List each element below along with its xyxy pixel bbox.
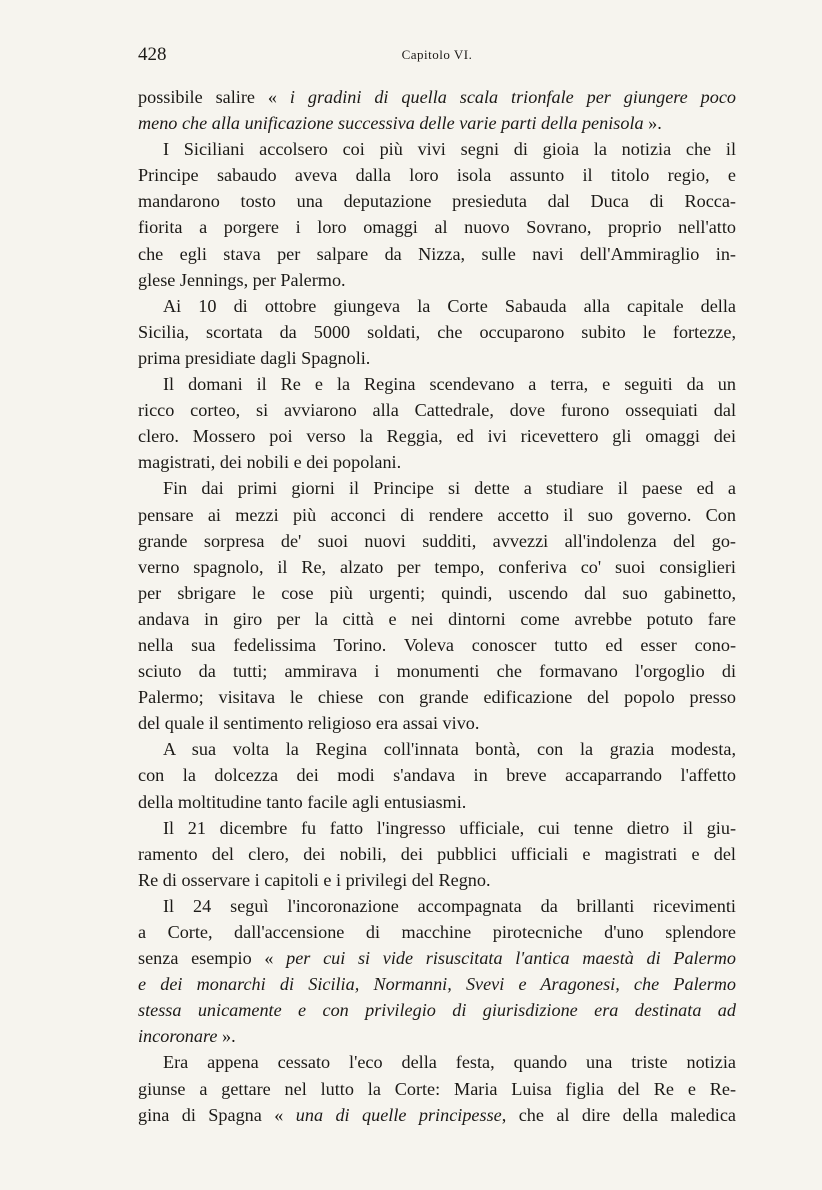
italic-quote: stessa unicamente e con privilegio di giurisdizione era destinata ad — [138, 1000, 736, 1021]
text-line — [138, 475, 736, 501]
text-run: del quale il sentimento religioso era assai vivo. — [138, 713, 480, 734]
text-line — [138, 606, 736, 632]
text-line — [138, 136, 736, 162]
text-run: sciuto da tutti; ammirava i monumenti che formavano l'orgoglio di — [138, 661, 736, 682]
text-run: mandarono tosto una deputazione presieduta dal Duca di Rocca- — [138, 191, 736, 212]
text-line — [138, 658, 736, 684]
text-run: ». — [643, 113, 662, 134]
text-line — [138, 971, 736, 997]
text-run: Principe sabaudo aveva dalla loro isola assunto il titolo regio, e — [138, 165, 736, 186]
text-run: prima presidiate dagli Spagnoli. — [138, 347, 371, 368]
text-line — [138, 84, 736, 110]
text-run: grande sorpresa de' suoi nuovi sudditi, avvezzi all'indolenza del go- — [138, 530, 736, 551]
text-run: della moltitudine tanto facile agli entusiasmi. — [138, 791, 467, 812]
text-line — [138, 684, 736, 710]
text-line — [138, 841, 736, 867]
text-line — [138, 371, 736, 397]
text-line — [138, 893, 736, 919]
text-run: ricco corteo, si avviarono alla Cattedrale, dove furono ossequiati dal — [138, 400, 736, 421]
text-line — [138, 1076, 736, 1102]
text-run: Ai 10 di ottobre giungeva la Corte Sabauda alla capitale della — [163, 295, 736, 316]
text-run: Il domani il Re e la Regina scendevano a terra, e seguiti da un — [163, 374, 736, 395]
text-run: Sicilia, scortata da 5000 soldati, che occuparono subito le fortezze, — [138, 321, 736, 342]
text-line — [138, 789, 736, 815]
text-run: magistrati, dei nobili e dei popolani. — [138, 452, 402, 473]
italic-quote: meno che alla unificazione successiva delle varie parti della penisola — [138, 113, 644, 134]
text-run: pensare ai mezzi più acconci di rendere accetto il suo governo. Con — [138, 504, 736, 525]
body-text — [138, 84, 736, 1128]
text-run: gina di Spagna « — [138, 1104, 296, 1125]
text-run: possibile salire « — [138, 87, 290, 107]
text-line — [138, 919, 736, 945]
italic-quote: per cui si vide risuscitata l'antica maestà di Palermo — [286, 948, 736, 969]
text-line — [138, 632, 736, 658]
text-line — [138, 1049, 736, 1075]
text-line — [138, 945, 736, 971]
italic-quote: e dei monarchi di Sicilia, Normanni, Svevi e Aragonesi, che Palermo — [138, 974, 736, 995]
text-run: clero. Mossero poi verso la Reggia, ed ivi ricevettero gli omaggi dei — [138, 426, 736, 447]
italic-quote: una di quelle principesse — [295, 1104, 502, 1125]
text-run: Il 24 seguì l'incoronazione accompagnata da brillanti ricevimenti — [163, 895, 736, 916]
text-line — [138, 397, 736, 423]
text-run: , che al dire della maledica — [501, 1104, 736, 1125]
text-line — [138, 502, 736, 528]
page-number: 428 — [138, 44, 167, 65]
text-line — [138, 423, 736, 449]
text-run: Fin dai primi giorni il Principe si dette a studiare il paese ed a — [163, 478, 736, 499]
text-line — [138, 241, 736, 267]
text-run: ». — [217, 1026, 236, 1047]
text-line — [138, 214, 736, 240]
text-line — [138, 554, 736, 580]
text-run: Re di osservare i capitoli e i privilegi del Regno. — [138, 869, 491, 890]
text-run: senza esempio « — [138, 948, 287, 969]
text-line — [138, 1023, 736, 1049]
italic-quote: i gradini di quella scala trionfale per giungere poco — [289, 87, 737, 107]
text-line — [138, 710, 736, 736]
text-line — [138, 762, 736, 788]
text-line — [138, 162, 736, 188]
text-line — [138, 997, 736, 1023]
text-run: A sua volta la Regina coll'innata bontà, con la grazia modesta, — [163, 739, 736, 760]
text-line — [138, 815, 736, 841]
text-run: glese Jennings, per Palermo. — [138, 269, 346, 290]
text-run: andava in giro per la città e nei dintorni come avrebbe potuto fare — [138, 608, 736, 629]
text-line — [138, 736, 736, 762]
text-line — [138, 110, 736, 136]
italic-quote: incoronare — [138, 1026, 218, 1047]
text-line — [138, 580, 736, 606]
text-line — [138, 188, 736, 214]
text-run: I Siciliani accolsero coi più vivi segni di gioia la notizia che il — [163, 139, 736, 160]
text-run: fiorita a porgere i loro omaggi al nuovo Sovrano, proprio nell'atto — [138, 217, 736, 238]
text-line — [138, 528, 736, 554]
text-line — [138, 449, 736, 475]
text-run: nella sua fedelissima Torino. Voleva conoscer tutto ed esser cono- — [138, 634, 736, 655]
text-run: per sbrigare le cose più urgenti; quindi, uscendo dal suo gabinetto, — [138, 582, 736, 603]
text-run: Il 21 dicembre fu fatto l'ingresso ufficiale, cui tenne dietro il giu- — [163, 817, 736, 838]
text-line — [138, 867, 736, 893]
text-line — [138, 345, 736, 371]
text-run: verno spagnolo, il Re, alzato per tempo, conferiva co' suoi consiglieri — [138, 556, 736, 577]
text-run: Palermo; visitava le chiese con grande edificazione del popolo presso — [138, 687, 736, 708]
text-line — [138, 293, 736, 319]
chapter-title: Capitolo VI. — [401, 47, 473, 62]
text-run: con la dolcezza dei modi s'andava in breve accaparrando l'affetto — [138, 765, 736, 786]
text-run: a Corte, dall'accensione di macchine pirotecniche d'uno splendore — [138, 922, 736, 942]
page-header — [138, 44, 736, 68]
text-run: ramento del clero, dei nobili, dei pubblici ufficiali e magistrati e del — [138, 843, 736, 864]
text-line — [138, 319, 736, 345]
text-line — [138, 267, 736, 293]
text-line — [138, 1102, 736, 1128]
text-run: giunse a gettare nel lutto la Corte: Maria Luisa figlia del Re e Re- — [138, 1078, 736, 1099]
text-run: che egli stava per salpare da Nizza, sulle navi dell'Ammiraglio in- — [138, 243, 736, 264]
text-run: Era appena cessato l'eco della festa, quando una triste notizia — [163, 1052, 736, 1073]
